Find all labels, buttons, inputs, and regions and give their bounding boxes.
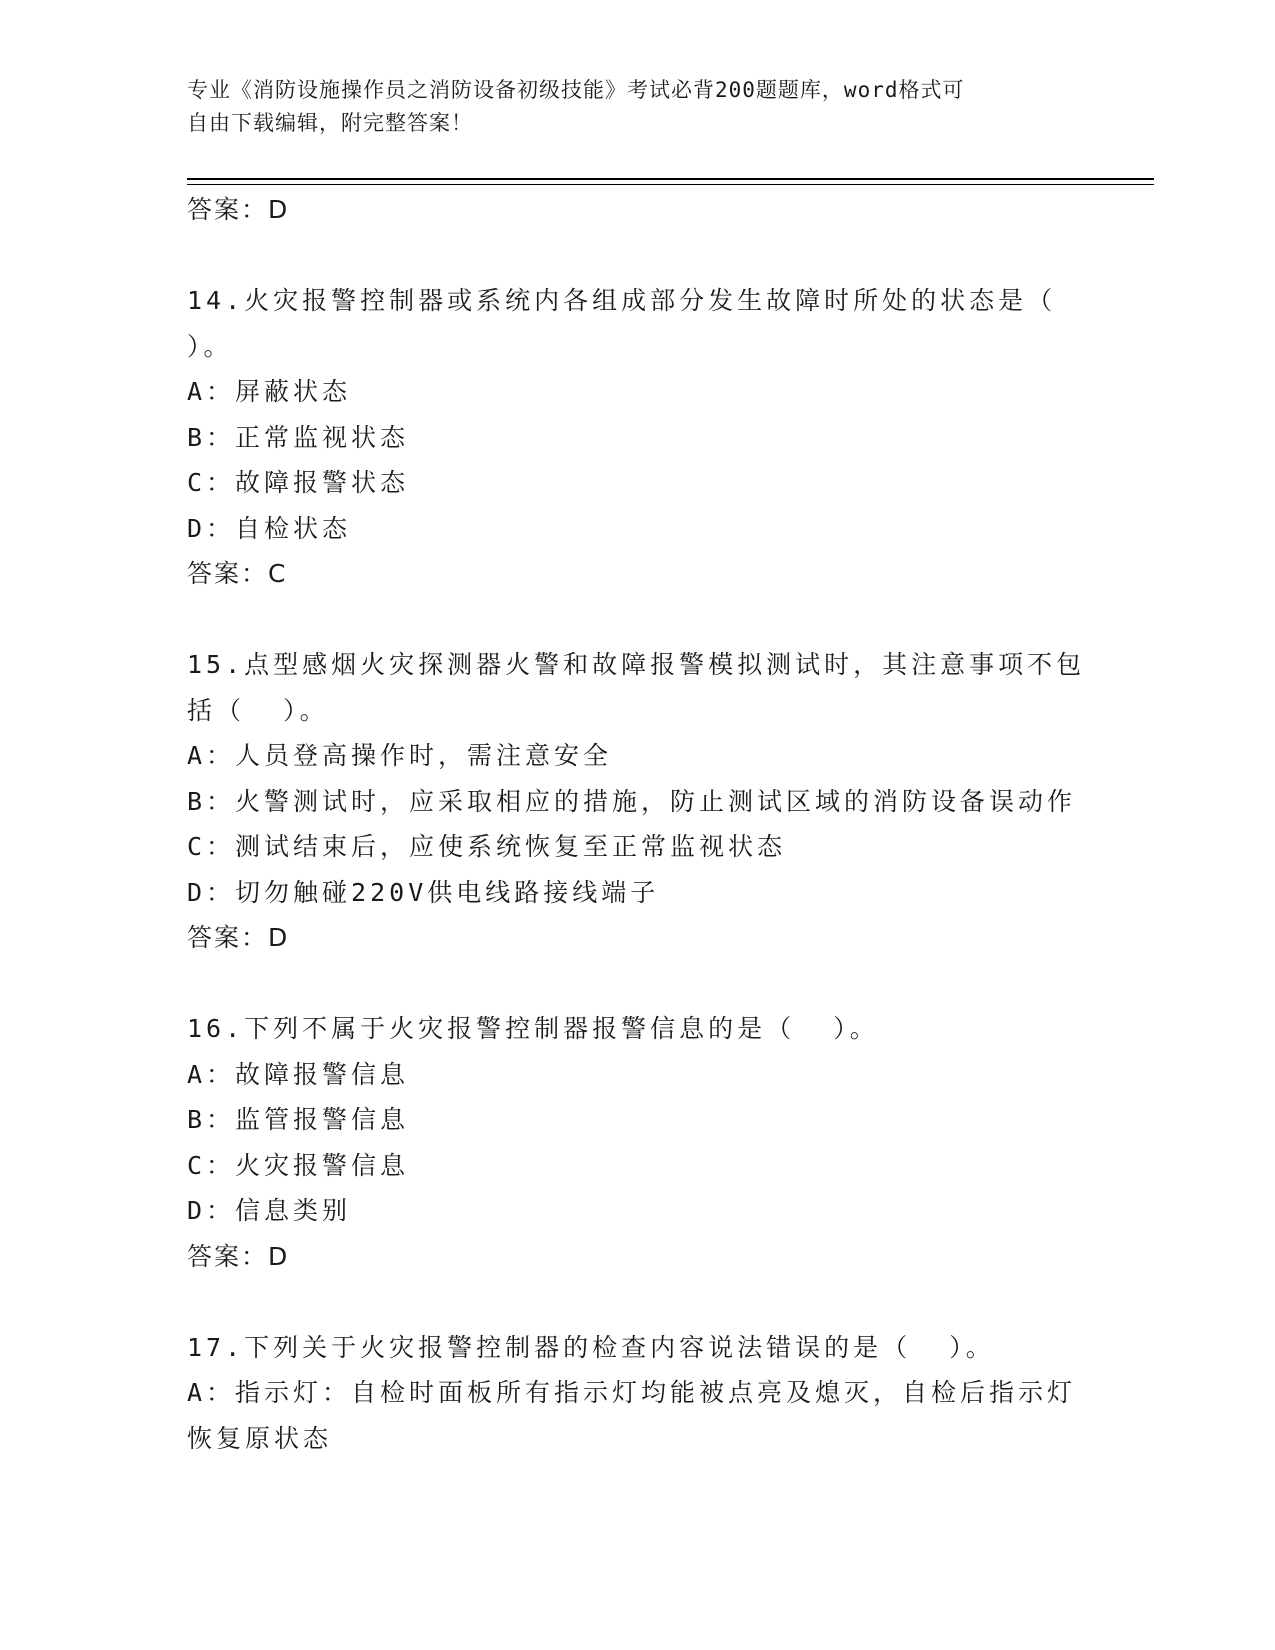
option-a: A：指示灯：自检时面板所有指示灯均能被点亮及熄灭，自检后指示灯	[187, 1378, 1077, 1407]
question-14	[187, 278, 1087, 597]
question-stem: 16.下列不属于火灾报警控制器报警信息的是（ ）。	[187, 1014, 879, 1043]
header-line-1: 专业《消防设施操作员之消防设备初级技能》考试必背200题题库，word格式可	[187, 78, 965, 102]
question-stem: 17.下列关于火灾报警控制器的检查内容说法错误的是（ ）。	[187, 1332, 995, 1362]
question-stem: 15.点型感烟火灾探测器火警和故障报警模拟测试时，其注意事项不包	[187, 650, 1086, 679]
header-rule-thick	[187, 178, 1154, 180]
question-stem: 14.火灾报警控制器或系统内各组成部分发生故障时所处的状态是（	[187, 286, 1057, 315]
question-list	[187, 187, 1087, 1461]
answer: 答案：C	[187, 559, 288, 588]
question-15	[187, 642, 1087, 961]
option-a: A：故障报警信息	[187, 1059, 410, 1089]
header-line-2: 自由下载编辑，附完整答案！	[187, 111, 473, 135]
spacer	[187, 1279, 1087, 1325]
document-header	[187, 74, 1067, 140]
option-b: B：火警测试时，应采取相应的措施，防止测试区域的消防设备误动作	[187, 786, 1077, 816]
spacer	[187, 233, 1087, 279]
option-c: C：测试结束后，应使系统恢复至正常监视状态	[187, 832, 787, 861]
option-b: B：正常监视状态	[187, 422, 410, 452]
answer: 答案：D	[187, 923, 290, 952]
question-stem-cont: ）。	[187, 331, 233, 361]
option-c: C：火灾报警信息	[187, 1150, 410, 1180]
question-stem-cont: 括（ ）。	[187, 695, 329, 725]
option-d: D：自检状态	[187, 513, 352, 543]
option-b: B：监管报警信息	[187, 1105, 410, 1134]
header-rule-thin	[187, 184, 1154, 185]
answer: 答案：D	[187, 1241, 290, 1271]
option-a-cont: 恢复原状态	[187, 1423, 333, 1453]
option-d: D：信息类别	[187, 1196, 352, 1225]
option-c: C：故障报警状态	[187, 468, 410, 497]
option-a: A：人员登高操作时，需注意安全	[187, 741, 613, 770]
option-d: D：切勿触碰220V供电线路接线端子	[187, 877, 660, 907]
option-a: A：屏蔽状态	[187, 377, 352, 406]
previous-answer: 答案：D	[187, 195, 290, 224]
spacer	[187, 597, 1087, 643]
spacer	[187, 961, 1087, 1007]
question-16	[187, 1006, 1087, 1279]
question-17	[187, 1325, 1087, 1462]
